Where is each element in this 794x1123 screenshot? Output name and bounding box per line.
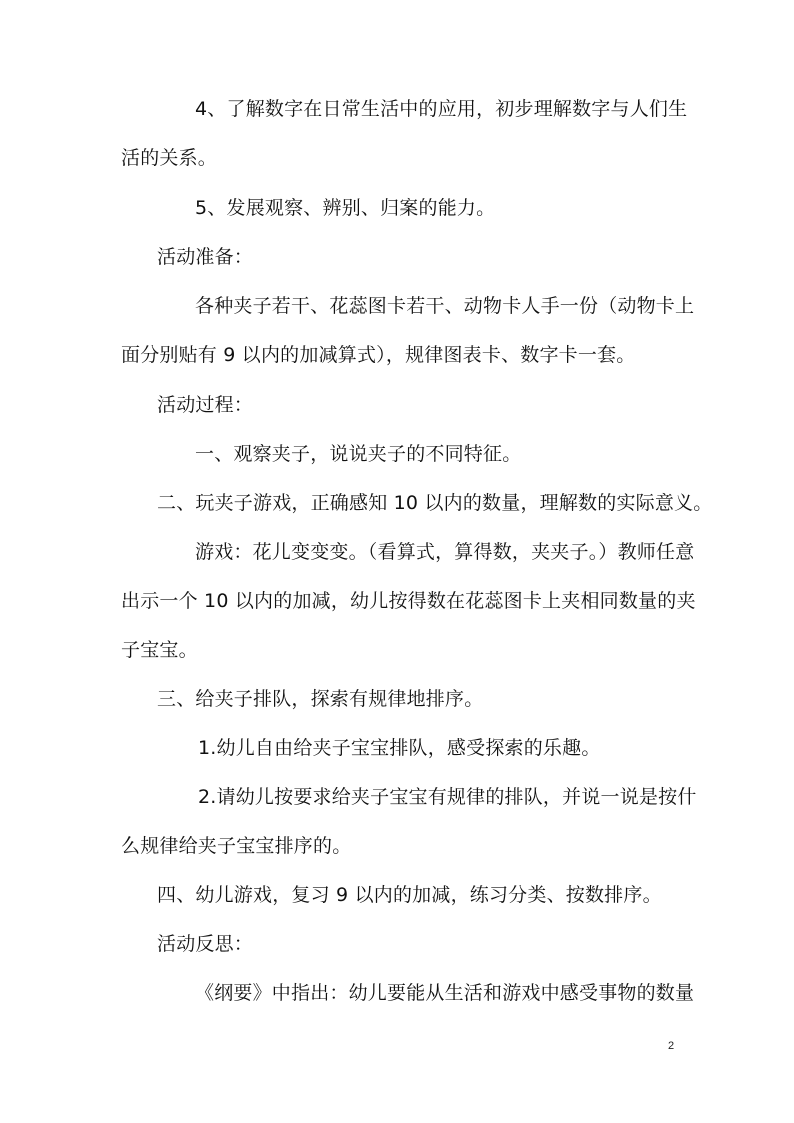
paragraph-line: 面分别贴有 9 以内的加减算式），规律图表卡、数字卡一套。: [121, 344, 636, 366]
paragraph-line: 《纲要》中指出：幼儿要能从生活和游戏中感受事物的数量: [195, 982, 695, 1004]
paragraph-line: 四、幼儿游戏，复习 9 以内的加减，练习分类、按数排序。: [157, 884, 662, 906]
page-number: 2: [668, 1040, 675, 1052]
paragraph-line: 1.幼儿自由给夹子宝宝排队，感受探索的乐趣。: [198, 737, 601, 759]
paragraph-line: 4、了解数字在日常生活中的应用，初步理解数字与人们生: [195, 98, 688, 120]
section-heading: 活动反思：: [157, 933, 254, 955]
paragraph-line: 二、玩夹子游戏，正确感知 10 以内的数量，理解数的实际意义。: [157, 492, 713, 514]
paragraph-line: 一、观察夹子，说说夹子的不同特征。: [195, 443, 522, 465]
paragraph-line: 么规律给夹子宝宝排序的。: [121, 835, 352, 857]
paragraph-line: 各种夹子若干、花蕊图卡若干、动物卡人手一份（动物卡上: [195, 295, 695, 317]
paragraph-line: 子宝宝。: [121, 639, 198, 661]
paragraph-line: 活的关系。: [121, 147, 218, 169]
paragraph-line: 三、给夹子排队，探索有规律地排序。: [157, 688, 484, 710]
paragraph-line: 出示一个 10 以内的加减，幼儿按得数在花蕊图卡上夹相同数量的夹: [121, 590, 696, 612]
paragraph-line: 5、发展观察、辨别、归案的能力。: [195, 197, 496, 219]
section-heading: 活动过程：: [157, 394, 254, 416]
paragraph-line: 游戏：花儿变变变。（看算式，算得数，夹夹子。）教师任意: [195, 541, 695, 563]
paragraph-line: 2.请幼儿按要求给夹子宝宝有规律的排队，并说一说是按什: [198, 786, 697, 808]
section-heading: 活动准备：: [157, 246, 254, 268]
